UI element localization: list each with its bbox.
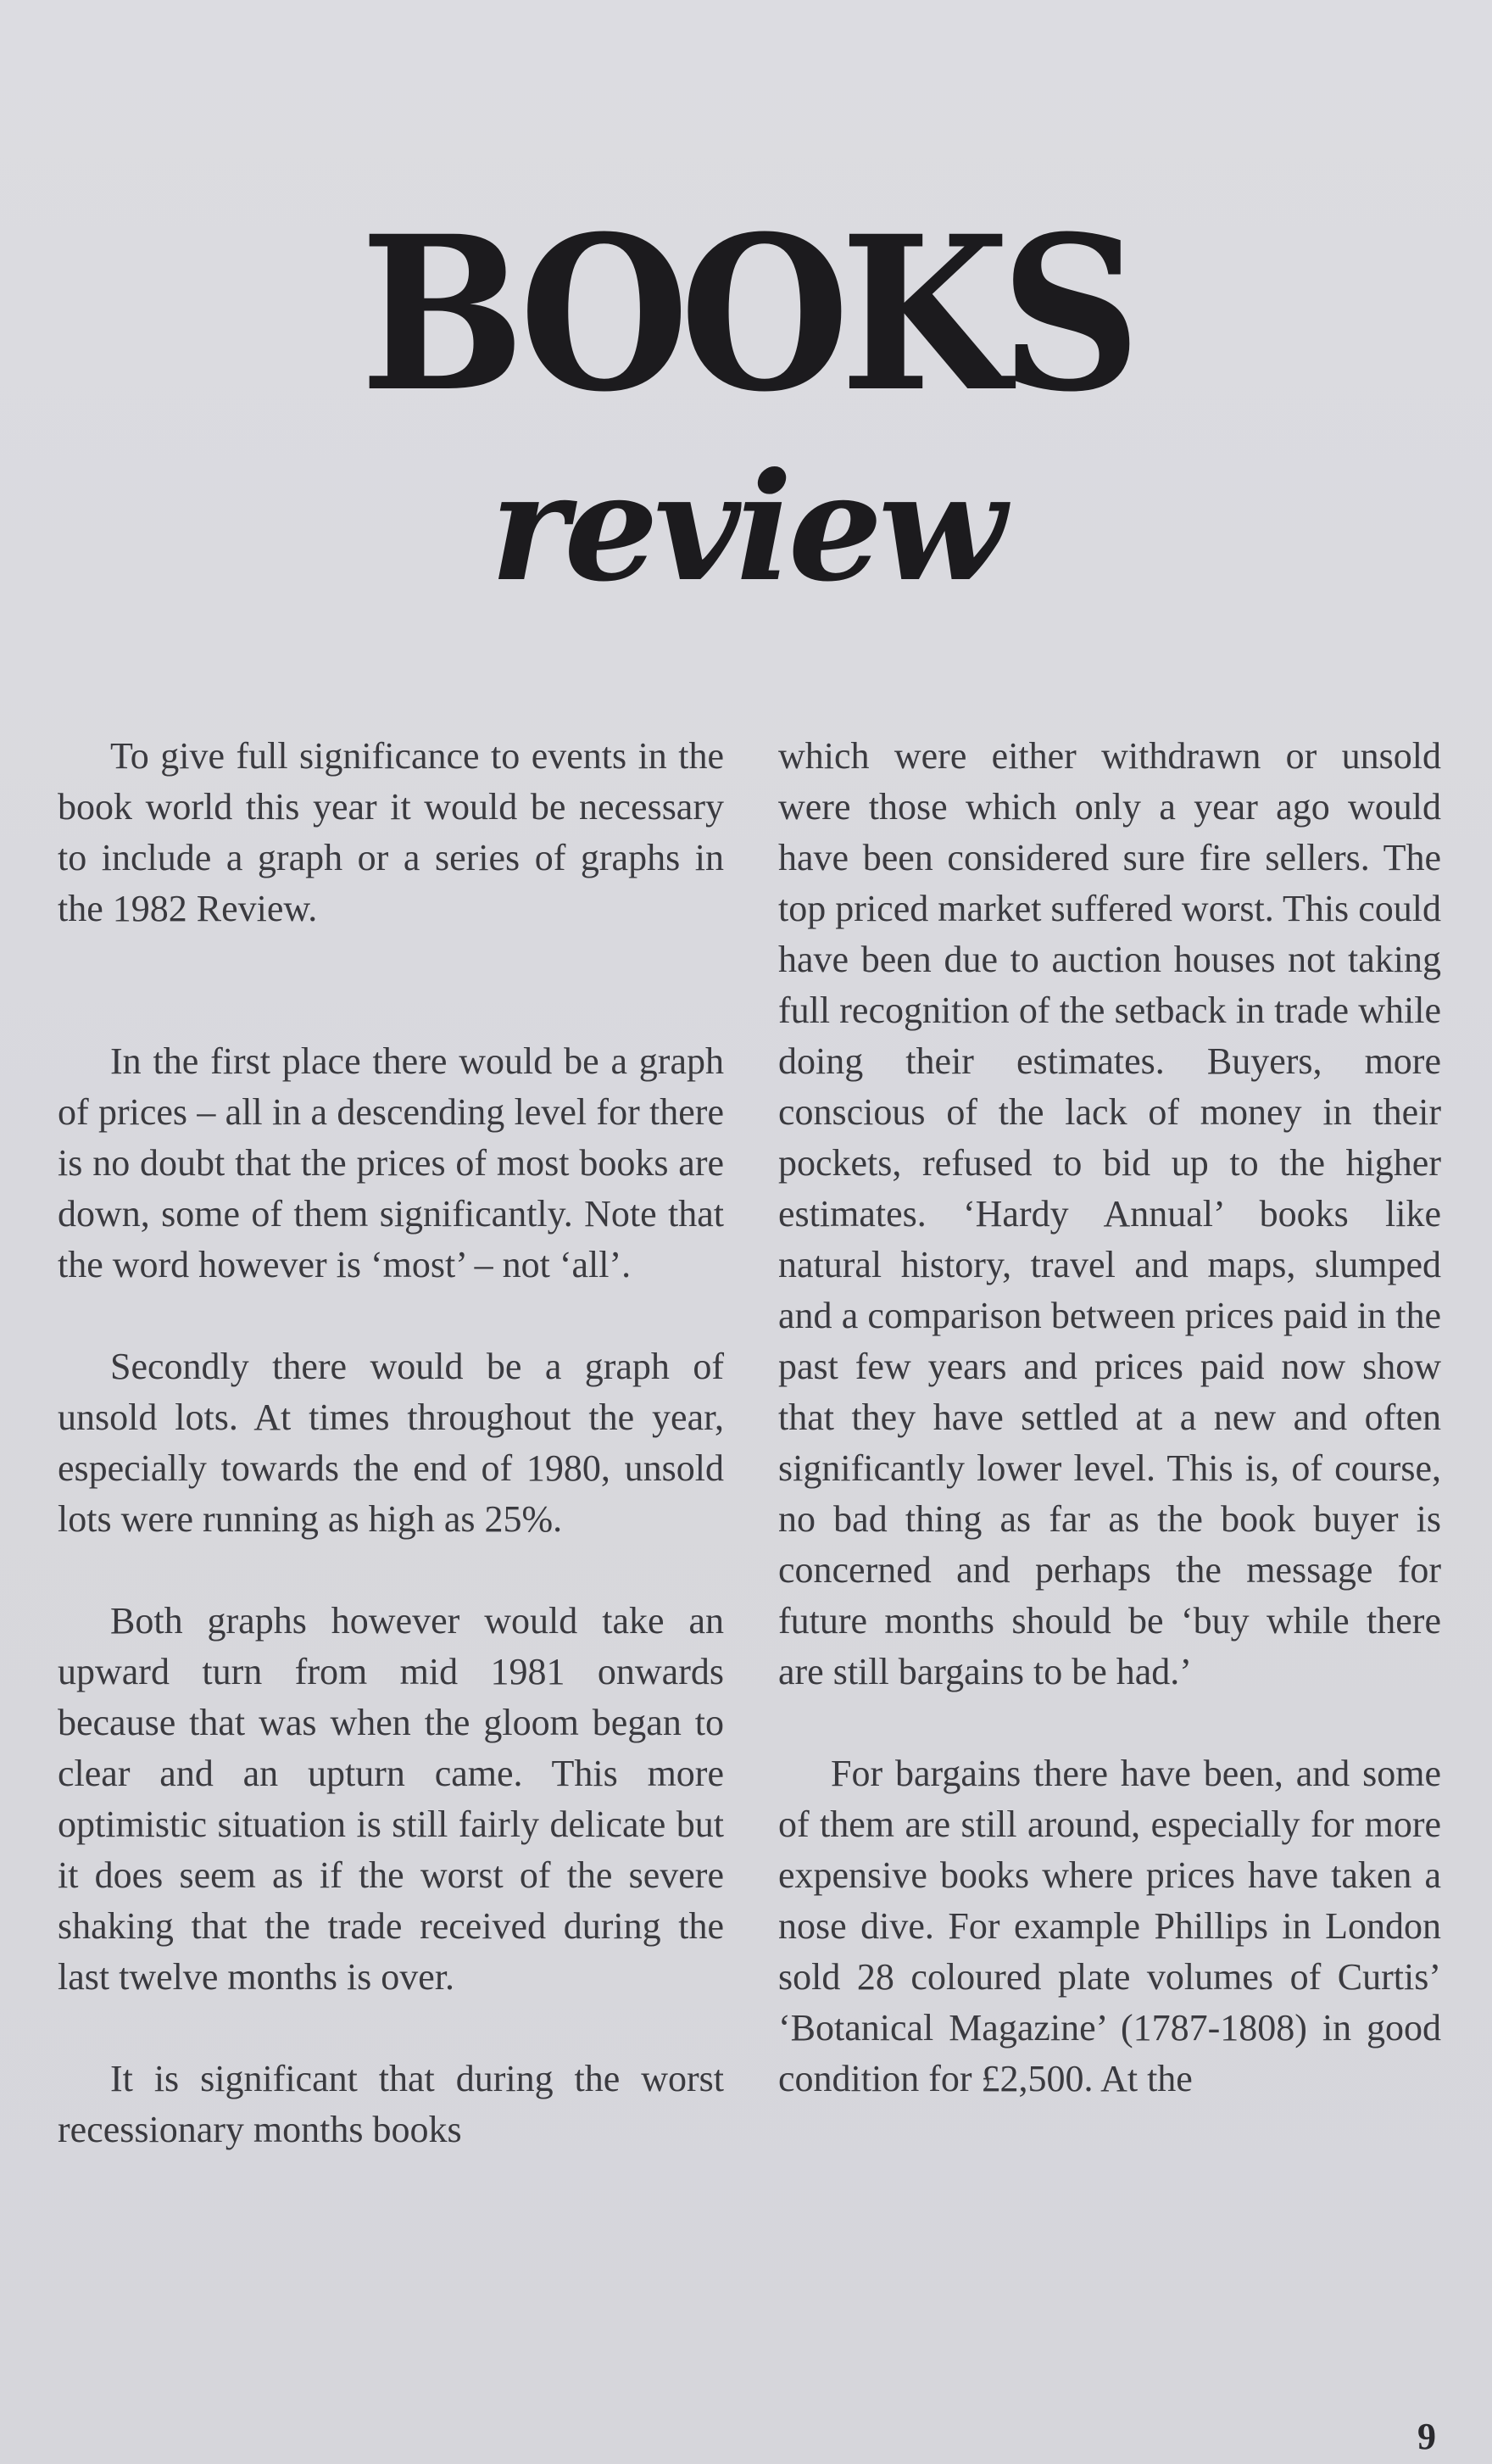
page-number: 9 [1417,2416,1436,2457]
paragraph: To give full significance to events in the book world this year it would be necessary to include a graph or a series of graphs in the 1982 Review. [58,735,724,929]
left-text-column [58,731,724,2155]
paragraph: which were either withdrawn or unsold were those which only a year ago would have been considered sure fire sellers. The top priced market suffered worst. This could have been due to auction houses not taking full recognition of the setback in trade while doing their estimates. Buyers, more conscious of the lack of money in their pockets, refused to bid up to the higher estimates. ‘Hardy Annual’ books like natural history, travel and maps, slumped and a comparison between prices paid in the past few years and prices paid now show that they have settled at a new and often significantly lower level. This is, of course, no bad thing as far as the book buyer is concerned and perhaps the message for future months should be ‘buy while there are still bargains to be had.’ [778,735,1441,1692]
page-title: BOOKS [359,189,1133,438]
paragraph: Both graphs however would take an upward turn from mid 1981 onwards because that was when the gloom began to clear and an upturn came. This more optimistic situation is still fairly delicate but it does seem as if the worst of the severe shaking that the trade received during the last twelve months is over. [58,1600,724,1998]
paragraph: For bargains there have been, and some of them are still around, especially for more expensive books where prices have taken a nose dive. For example Phillips in London sold 28 coloured plate volumes of Curtis’ ‘Botanical Magazine’ (1787-1808) in good condition for £2,500. At the [778,1753,1441,2099]
paragraph: It is significant that during the worst recessionary months books [58,2058,724,2150]
paragraph: In the first place there would be a graph of prices – all in a descending level for there is no doubt that the prices of most books are down, some of them significantly. Note that the word however is ‘most’ – not ‘all’. [58,1040,724,1285]
page-subtitle: review [490,441,1002,615]
paragraph: Secondly there would be a graph of unsold lots. At times throughout the year, especially towards the end of 1980, unsold lots were running as high as 25%. [58,1346,724,1540]
right-text-column [778,731,1441,2104]
